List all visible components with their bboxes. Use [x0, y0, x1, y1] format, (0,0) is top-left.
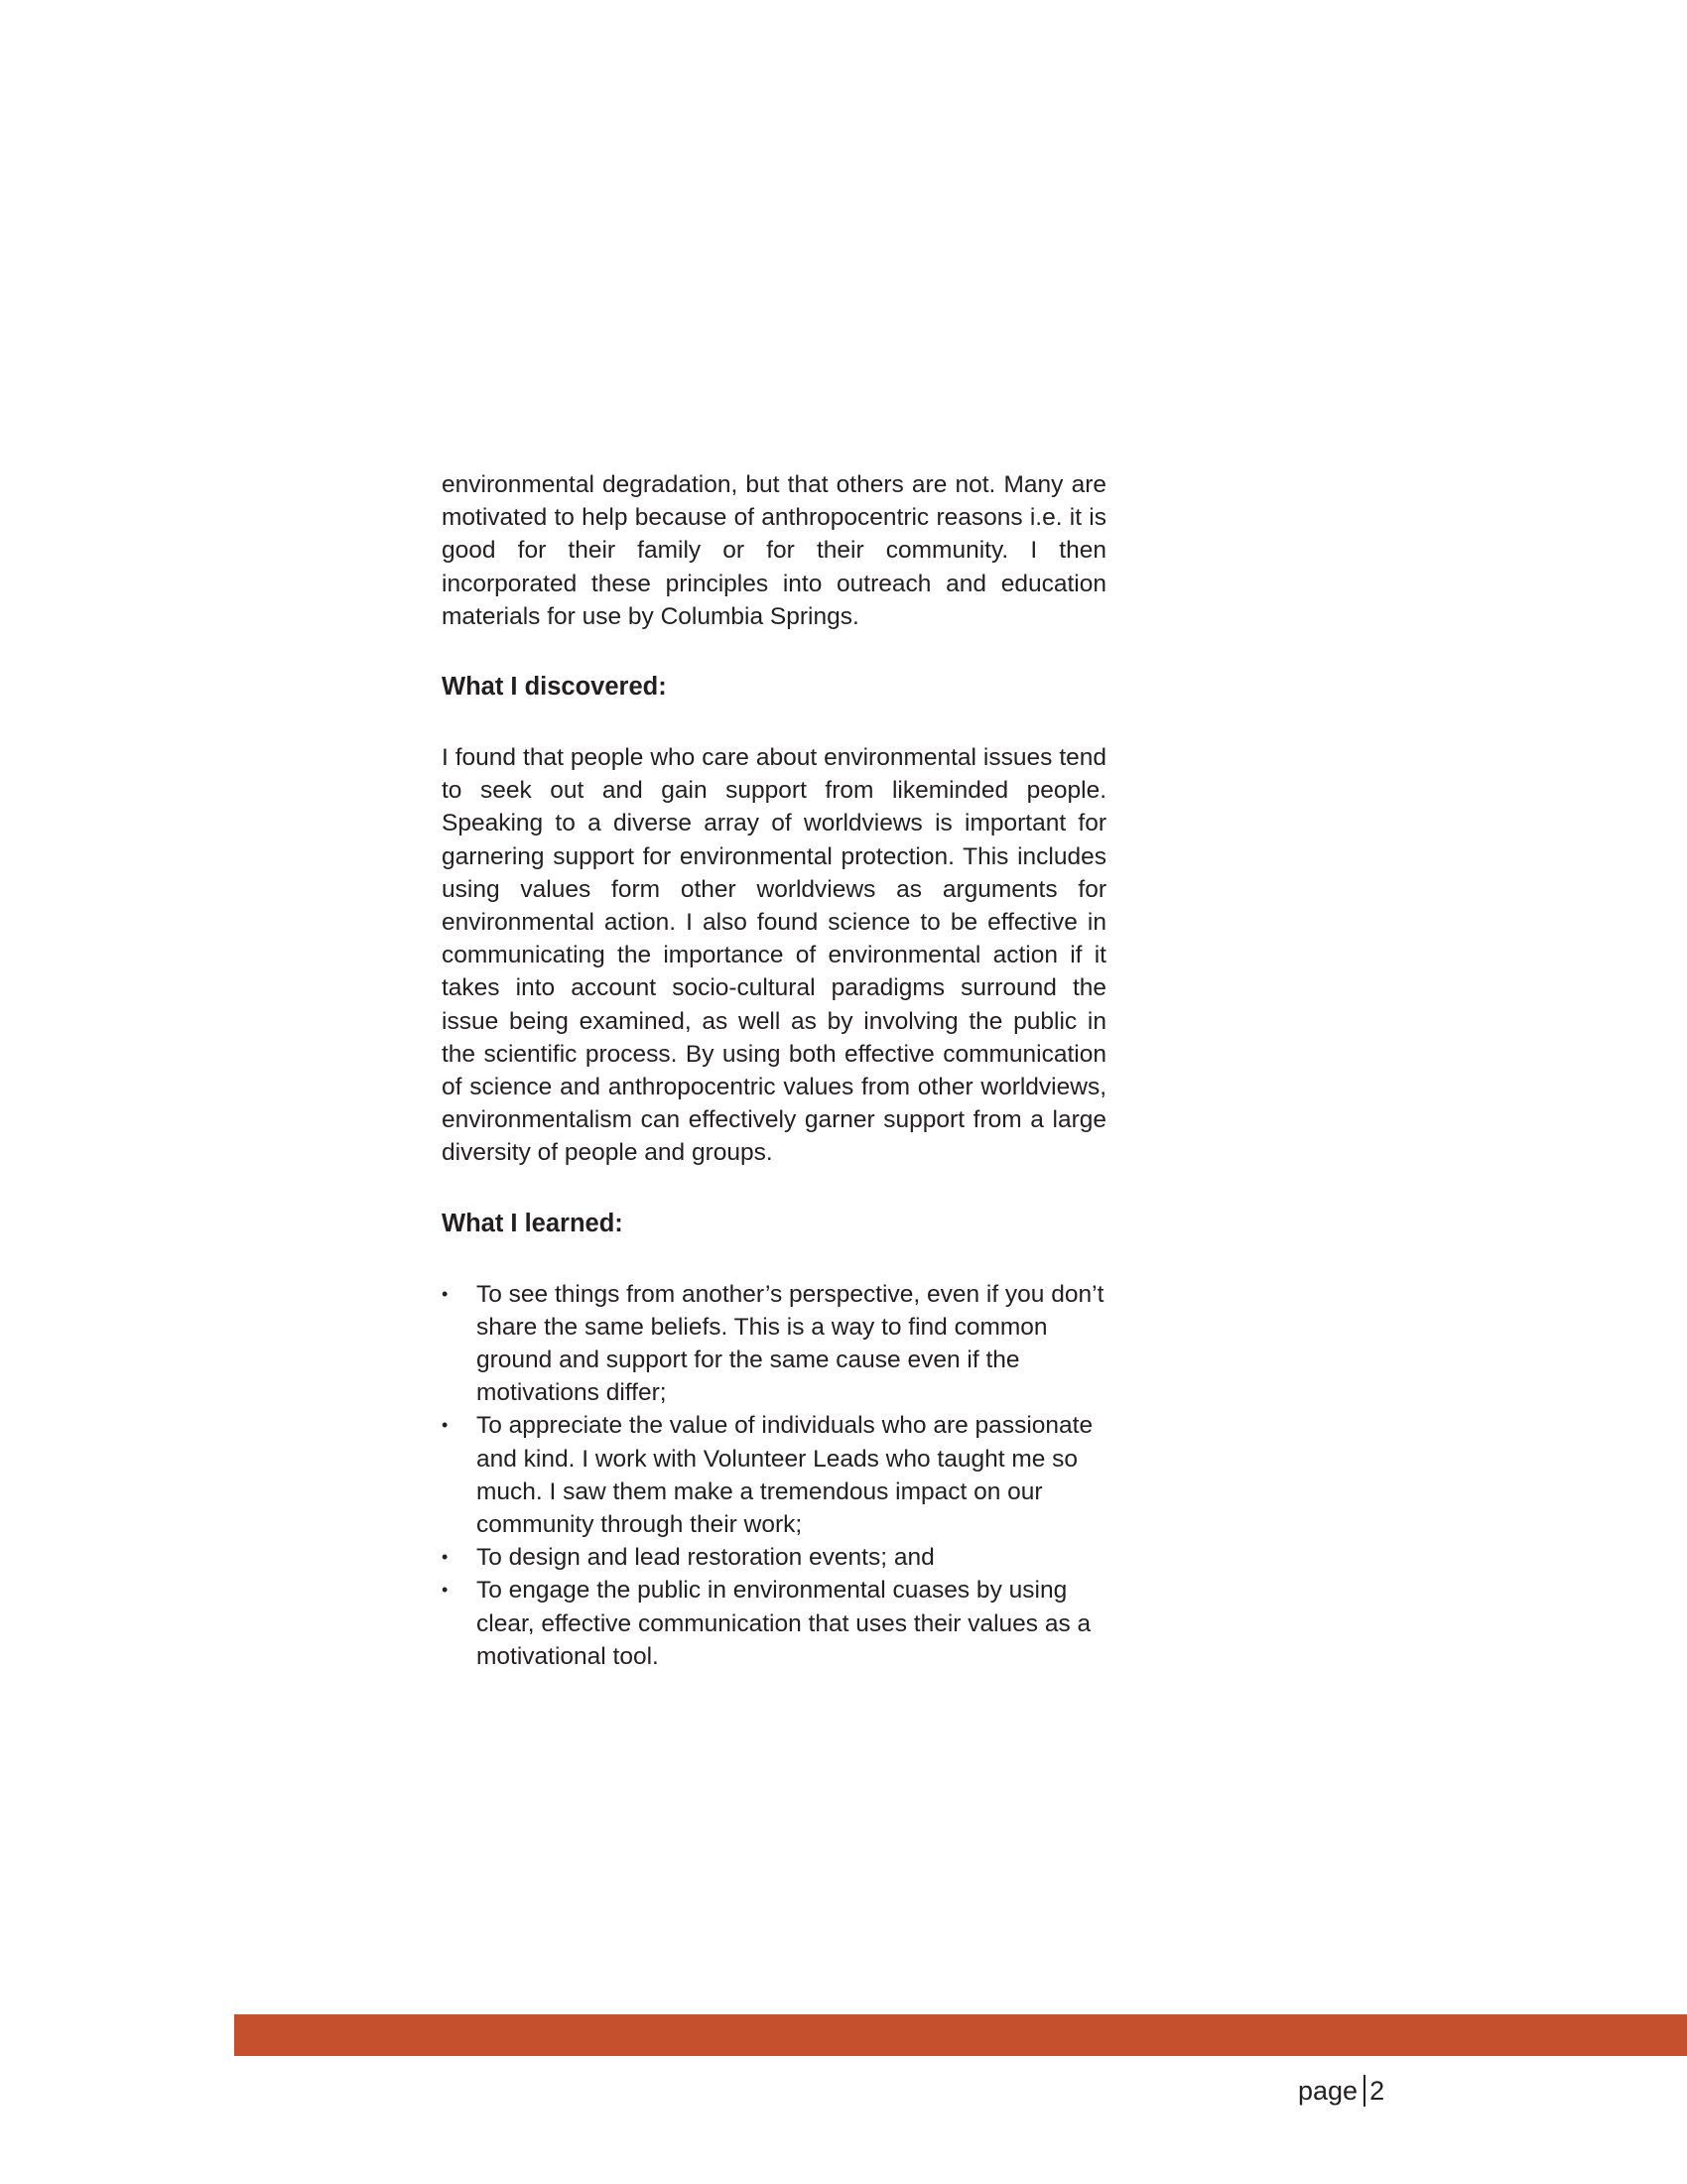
bullet-icon: •	[442, 1415, 449, 1436]
bullet-icon: •	[442, 1580, 449, 1601]
learned-bullet-list	[442, 1278, 1106, 1673]
list-item	[442, 1278, 1106, 1410]
list-item-text: To design and lead restoration events; and	[476, 1544, 935, 1572]
footer-accent-bar	[234, 2014, 1687, 2056]
list-item	[442, 1574, 1106, 1673]
section-heading-learned: What I learned:	[442, 1209, 623, 1237]
list-item	[442, 1409, 1106, 1541]
list-item	[442, 1541, 1106, 1574]
page-separator	[1363, 2075, 1365, 2107]
main-text-column	[442, 468, 1106, 1673]
page-number-value: 2	[1369, 2076, 1385, 2106]
discovered-paragraph: I found that people who care about environmental issues tend to seek out and gain support from likeminded people. Speaking to a diverse array of worldviews is important for garnering support for environmental protection. This includes using values form other worldviews as arguments for environmental action. I also found science to be effective in communicating the importance of environmental action if it takes into account socio-cultural paradigms surround the issue being examined, as well as by involving the public in the scientific process. By using both effective communication of science and anthropocentric values from other worldviews, environmentalism can effectively garner support from a large diversity of people and groups.	[442, 744, 1106, 1167]
intro-paragraph: environmental degradation, but that others are not. Many are motivated to help because of anthropocentric reasons i.e. it is good for their family or for their community. I then incorporated these principles into outreach and education materials for use by Columbia Springs.	[442, 471, 1106, 630]
section-heading-discovered: What I discovered:	[442, 673, 667, 702]
page-label: page	[1298, 2076, 1359, 2106]
page-number	[1298, 2074, 1384, 2108]
bullet-icon: •	[442, 1283, 449, 1304]
list-item-text: To see things from another’s perspective, even if you don’t share the same beliefs. This is a way to find common ground and support for the same cause even if the motivations differ;	[476, 1280, 1104, 1407]
list-item-text: To engage the public in environmental cuases by using clear, effective communication that uses their values as a motivational tool.	[476, 1577, 1092, 1670]
bullet-icon: •	[442, 1547, 449, 1568]
list-item-text: To appreciate the value of individuals who are passionate and kind. I work with Volunteer Leads who taught me so much. I saw them make a tremendous impact on our community through their work;	[476, 1412, 1094, 1539]
